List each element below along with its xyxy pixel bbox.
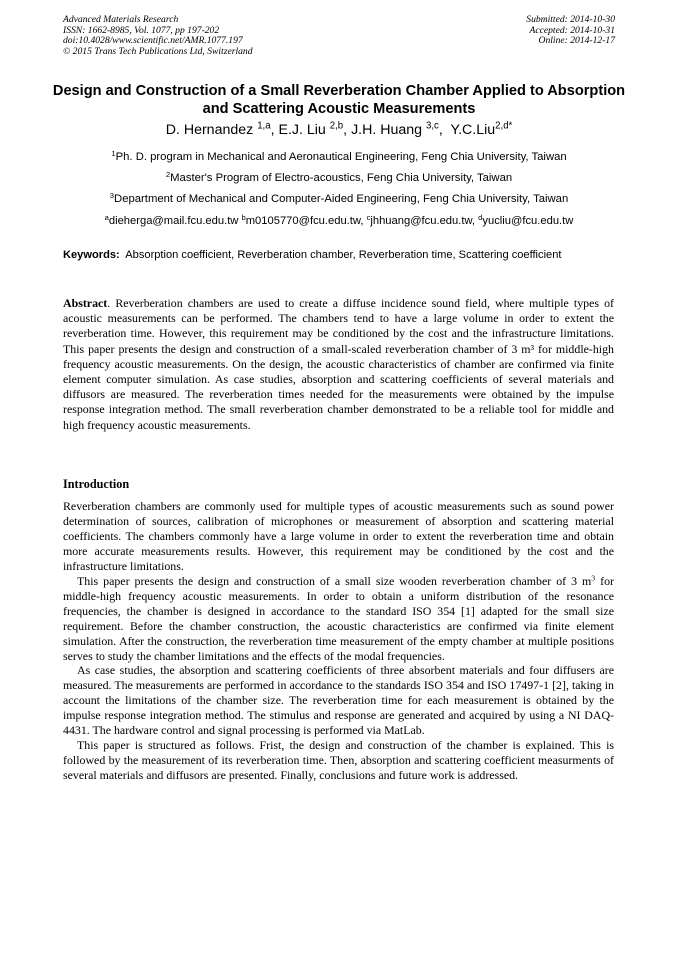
doi-line: doi:10.4028/www.scientific.net/AMR.1077.197 [63,35,243,47]
author-name: E.J. Liu [278,122,326,138]
online-date: Online: 2014-12-17 [538,35,615,47]
affiliation-text: Master's Program of Electro-acoustics, Feng Chia University, Taiwan [170,172,513,184]
paragraph [63,574,614,664]
affiliation-text: Ph. D. program in Mechanical and Aeronautical Engineering, Feng Chia University, Taiwan [115,151,567,163]
affiliation-1 [40,150,638,164]
email-address[interactable]: yucliu@fcu.edu.tw [482,215,574,227]
affiliation-mark: 1 [111,148,116,158]
email-mark: c [366,212,371,222]
author-list: D. Hernandez $^{1,a}$, E.J. Liu $^{2,b}$, J.H. Huang $^{3,c}$, Y.C.Liu$^{2,d*}$ [165,120,513,138]
email-mark: b [241,212,246,222]
paragraph-text: for middle-high frequency acoustic measurements. In order to obtain a uniform distribution of the resonance frequencies, the chamber is designed in accordance to the standard ISO 354 [1] adapted for the small size requirement. Before the chamber construction, the acoustic characteristics are confirmed via finite element simulation. After the construction, the reverberation time measurement of the empty chamber at multiple positions serves to study the chamber limitations and the effects of the modal frequencies. [63,573,615,663]
author-affiliation-mark: 3,c [426,120,439,132]
superscript: 3 [591,573,596,583]
email-address[interactable]: jhhuang@fcu.edu.tw, [370,215,476,227]
affiliation-text: Department of Mechanical and Computer-Aided Engineering, Feng Chia University, Taiwan [114,193,569,205]
introduction-body [63,499,614,783]
keywords-text: Absorption coefficient, Reverberation chamber, Reverberation time, Scattering coefficient [125,249,562,261]
submitted-date: Submitted: 2014-10-30 [526,14,615,25]
affiliation-3 [40,192,638,206]
abstract-label: Abstract [63,296,108,310]
email-list [40,214,638,228]
keywords-section [63,249,614,263]
email-mark: a [104,212,109,222]
paragraph-text: This paper presents the design and construction of a small size wooden reverberation chamber of 3 m [77,573,592,588]
keywords-label: Keywords: [63,249,120,261]
paragraph: As case studies, the absorption and scattering coefficients of three absorbent materials and four diffusers are measured. The measurements are performed in accordance to the standards ISO 354 and ISO 17497-1 [2], taking in account the limitations of the chamber size. The reverberation time for each measurement is obtained by the impulse response integration method. The stimulus and response are generated and acquired by using a NI DAQ-4431. The hardware control and signal processing is performed via MatLab. [63,663,614,738]
affiliation-mark: 2 [165,169,171,179]
paper-title: Design and Construction of a Small Reverberation Chamber Applied to Absorption and Scattering Acoustic Measurements [52,83,626,117]
paragraph: This paper is structured as follows. Frist, the design and construction of the chamber is explained. This is followed by the measurement of its reverberation time. Then, absorption and scattering coefficient measurments of several materials and diffusors are presented. Finally, conclusions and future work is addressed. [63,738,614,783]
paragraph: Reverberation chambers are commonly used for multiple types of acoustic measurements such as sound power determination of sources, calibration of microphones or measurement of absorption and scattering material coefficients. The chambers commonly have a large volume in order to extent the reverberation time and obtain more accurate measurements results. However, this requirement may be conditioned by the cost and the infrastructure limitations. [63,499,614,573]
author-affiliation-mark: 1,a [257,120,271,132]
author-affiliation-mark: 2,b [329,120,344,132]
abstract-section [63,296,614,433]
author-name: D. Hernandez [165,122,254,138]
author-affiliation-mark: 2,d* [495,120,513,132]
affiliation-2 [40,171,638,185]
copyright-line: © 2015 Trans Tech Publications Ltd, Switzerland [63,45,253,57]
accepted-date: Accepted: 2014-10-31 [529,24,615,36]
abstract-text: . Reverberation chambers are used to create a diffuse incidence sound field, where multiple types of acoustic measurements can be performed. The chambers tend to have a large volume in order to extent the reverberation time. However, this requirement may be conditioned by the cost and the infrastructure limitations. This paper presents the design and construction of a small-scaled reverberation chamber of 3 m³ for middle-high frequency acoustic measurements. On the design, the acoustic characteristics of chamber are confirmed via finite element computer simulation. As case studies, absorption and scattering coefficients of several materials and diffusors are measured. The reverberation times needed for the measurements were obtained by the impulse response integration method. The small reverberation chamber demonstrated to be a reliable tool for middle and high frequency acoustic measurements. [63,296,614,432]
author-name: Y.C.Liu [450,122,496,138]
email-address[interactable]: m0105770@fcu.edu.tw, [245,215,364,227]
affiliation-mark: 3 [109,190,115,200]
email-address[interactable]: dieherga@mail.fcu.edu.tw [108,215,239,227]
issn-line: ISSN: 1662-8985, Vol. 1077, pp 197-202 [63,24,220,36]
dates-info [526,15,615,47]
journal-name: Advanced Materials Research [63,14,179,25]
journal-info [63,15,253,57]
email-mark: d [478,212,483,222]
section-heading-introduction: Introduction [63,477,130,491]
author-name: J.H. Huang [351,122,423,138]
